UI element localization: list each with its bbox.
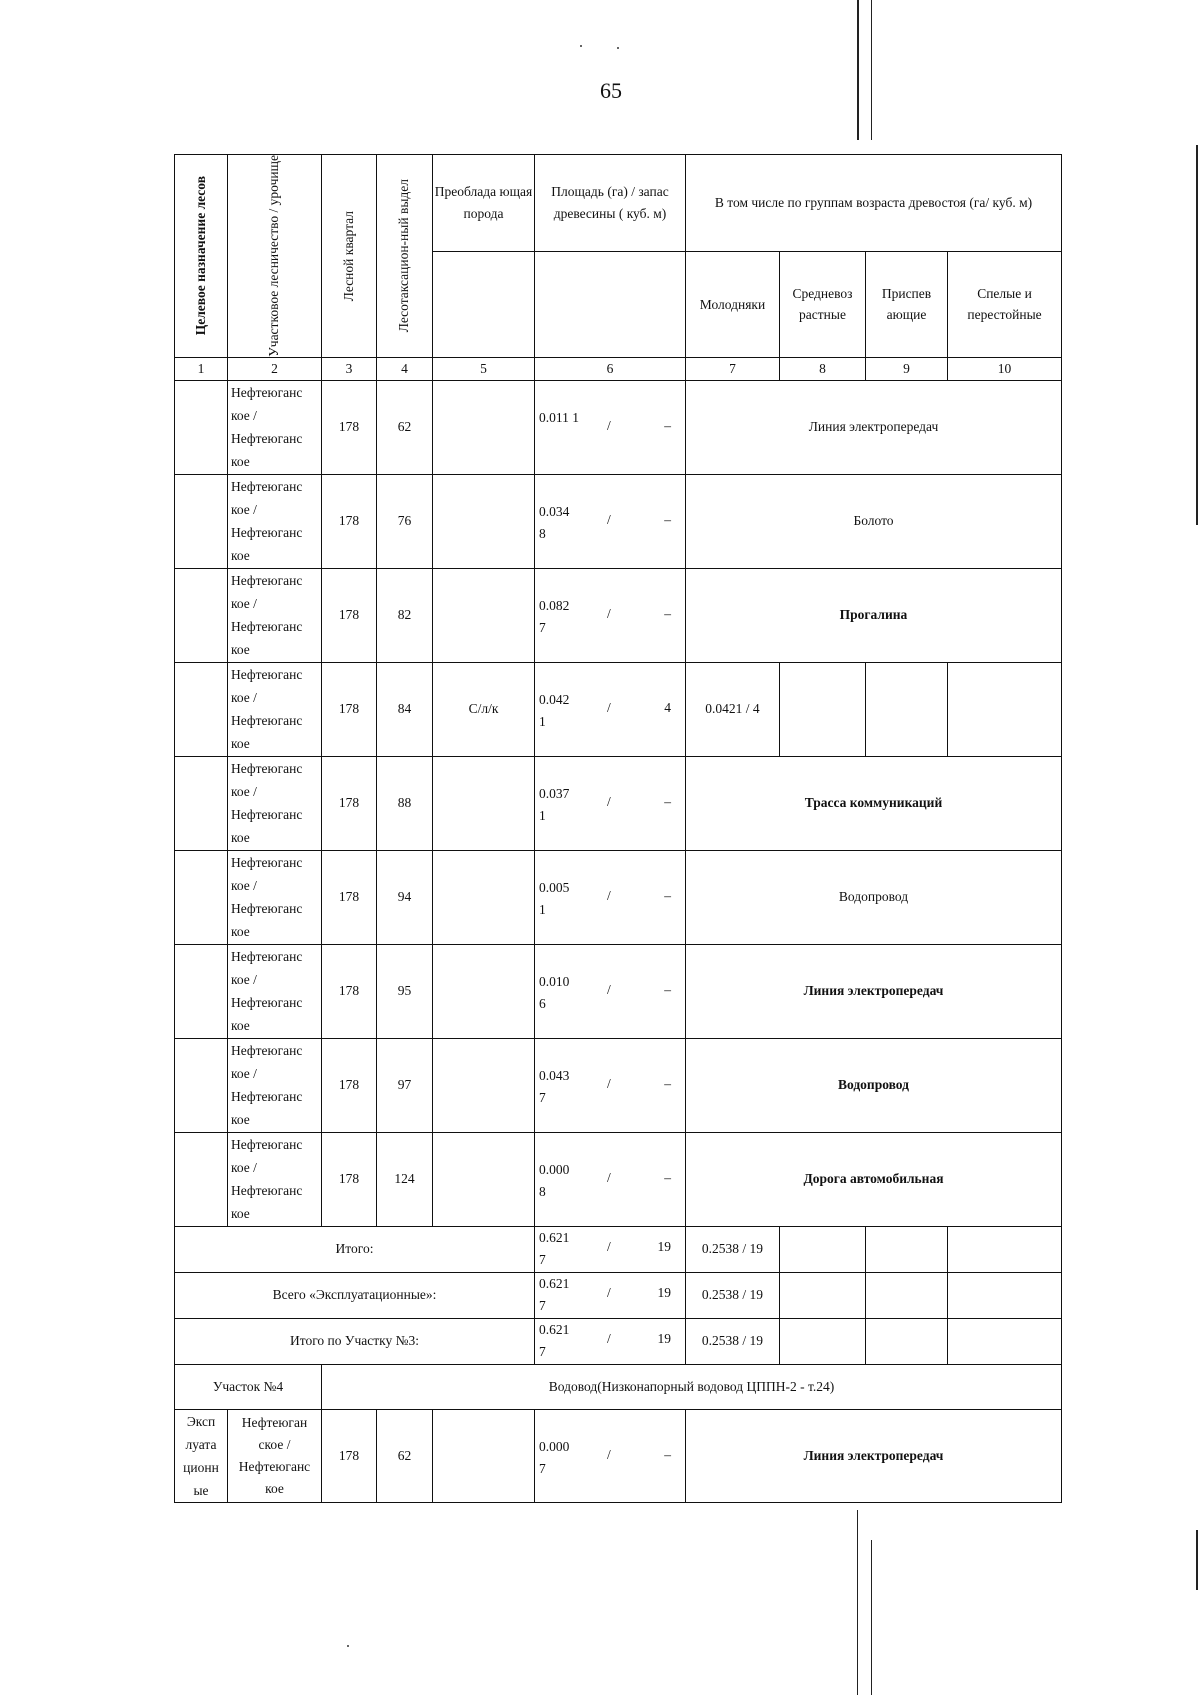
middle-cell — [780, 1318, 866, 1364]
premature-cell — [866, 1318, 948, 1364]
total-label: Итого: — [175, 1226, 535, 1272]
purpose-cell: Эксп луата ционн ые — [175, 1409, 228, 1502]
column-number: 9 — [866, 357, 948, 380]
table-row — [175, 474, 1062, 568]
total-row — [175, 1272, 1062, 1318]
header-vydel: Лесотаксацион-ный выдел — [377, 155, 433, 358]
area-cell: 0.082 7 / – — [535, 568, 686, 662]
table-row — [175, 568, 1062, 662]
species-cell — [433, 1132, 535, 1226]
mature-cell — [948, 1318, 1062, 1364]
vydel-cell: 62 — [377, 380, 433, 474]
column-number: 10 — [948, 357, 1062, 380]
total-label: Итого по Участку №3: — [175, 1318, 535, 1364]
purpose-cell — [175, 1038, 228, 1132]
species-cell — [433, 474, 535, 568]
young-cell: 0.2538 / 19 — [686, 1318, 780, 1364]
kvartal-cell: 178 — [322, 568, 377, 662]
forestry-cell: Нефтеюган ское / Нефтеюганс кое — [228, 1409, 322, 1502]
middle-cell — [780, 1272, 866, 1318]
table-row — [175, 1132, 1062, 1226]
purpose-cell — [175, 1132, 228, 1226]
column-number: 1 — [175, 357, 228, 380]
forestry-cell: Нефтеюганс кое / Нефтеюганс кое — [228, 756, 322, 850]
total-row — [175, 1318, 1062, 1364]
header-mature: Спелые и перестойные — [948, 252, 1062, 358]
table-row — [175, 850, 1062, 944]
area-cell: 0.005 1 / – — [535, 850, 686, 944]
vydel-cell: 124 — [377, 1132, 433, 1226]
area-cell: 0.621 7 / 19 — [535, 1318, 686, 1364]
young-cell: 0.2538 / 19 — [686, 1226, 780, 1272]
vydel-cell: 62 — [377, 1409, 433, 1502]
vydel-cell: 97 — [377, 1038, 433, 1132]
land-category-cell: Прогалина — [686, 568, 1062, 662]
young-cell: 0.2538 / 19 — [686, 1272, 780, 1318]
kvartal-cell: 178 — [322, 756, 377, 850]
purpose-cell — [175, 662, 228, 756]
area-cell: 0.010 6 / – — [535, 944, 686, 1038]
land-category-cell: Водопровод — [686, 1038, 1062, 1132]
header-forestry: Участковое лесничество / урочище — [228, 155, 322, 358]
table-row — [175, 662, 1062, 756]
scan-speck — [580, 45, 582, 47]
species-cell — [433, 850, 535, 944]
area-cell: 0.000 7 / – — [535, 1409, 686, 1502]
kvartal-cell: 178 — [322, 1132, 377, 1226]
header-kvartal: Лесной квартал — [322, 155, 377, 358]
scan-mark — [871, 0, 872, 140]
species-cell — [433, 756, 535, 850]
vydel-cell: 88 — [377, 756, 433, 850]
land-category-cell: Болото — [686, 474, 1062, 568]
header-species-blank — [433, 252, 535, 358]
column-number: 6 — [535, 357, 686, 380]
page-number: 65 — [600, 78, 622, 103]
middle-cell — [780, 662, 866, 756]
species-cell — [433, 568, 535, 662]
area-cell: 0.621 7 / 19 — [535, 1226, 686, 1272]
scan-mark — [857, 1510, 858, 1695]
vydel-cell: 94 — [377, 850, 433, 944]
forestry-cell: Нефтеюганс кое / Нефтеюганс кое — [228, 474, 322, 568]
kvartal-cell: 178 — [322, 662, 377, 756]
premature-cell — [866, 662, 948, 756]
vydel-cell: 95 — [377, 944, 433, 1038]
scan-mark — [1196, 145, 1198, 525]
table-row — [175, 1409, 1062, 1502]
area-cell: 0.034 8 / – — [535, 474, 686, 568]
header-area: Площадь (га) / запас древесины ( куб. м) — [535, 155, 686, 252]
header-young: Молодняки — [686, 252, 780, 358]
vydel-cell: 82 — [377, 568, 433, 662]
section-label: Участок №4 — [175, 1364, 322, 1409]
forestry-cell: Нефтеюганс кое / Нефтеюганс кое — [228, 1132, 322, 1226]
column-number: 5 — [433, 357, 535, 380]
header-middle: Средневоз растные — [780, 252, 866, 358]
column-number-row — [175, 357, 1062, 380]
scan-mark — [1196, 1530, 1198, 1590]
young-cell: 0.0421 / 4 — [686, 662, 780, 756]
purpose-cell — [175, 944, 228, 1038]
section-header-row — [175, 1364, 1062, 1409]
forestry-cell: Нефтеюганс кое / Нефтеюганс кое — [228, 662, 322, 756]
table-row — [175, 756, 1062, 850]
column-number: 2 — [228, 357, 322, 380]
middle-cell — [780, 1226, 866, 1272]
header-age-groups: В том числе по группам возраста древостоя (га/ куб. м) — [686, 155, 1062, 252]
area-cell: 0.621 7 / 19 — [535, 1272, 686, 1318]
vydel-cell: 84 — [377, 662, 433, 756]
purpose-cell — [175, 474, 228, 568]
forestry-cell: Нефтеюганс кое / Нефтеюганс кое — [228, 944, 322, 1038]
forest-inventory-table — [174, 154, 1062, 1503]
mature-cell — [948, 1272, 1062, 1318]
column-number: 8 — [780, 357, 866, 380]
purpose-cell — [175, 568, 228, 662]
kvartal-cell: 178 — [322, 474, 377, 568]
table-row — [175, 380, 1062, 474]
header-purpose: Целевое назначение лесов — [175, 155, 228, 358]
land-category-cell: Линия электропередач — [686, 380, 1062, 474]
scan-speck — [347, 1645, 349, 1647]
forestry-cell: Нефтеюганс кое / Нефтеюганс кое — [228, 380, 322, 474]
land-category-cell: Водопровод — [686, 850, 1062, 944]
kvartal-cell: 178 — [322, 1038, 377, 1132]
land-category-cell: Трасса коммуникаций — [686, 756, 1062, 850]
area-cell: 0.000 8 / – — [535, 1132, 686, 1226]
header-premature: Приспев ающие — [866, 252, 948, 358]
premature-cell — [866, 1272, 948, 1318]
species-cell: С/л/к — [433, 662, 535, 756]
column-number: 4 — [377, 357, 433, 380]
scan-mark — [857, 0, 859, 140]
section-title: Водовод(Низконапорный водовод ЦППН-2 - т.24) — [322, 1364, 1062, 1409]
purpose-cell — [175, 756, 228, 850]
vydel-cell: 76 — [377, 474, 433, 568]
land-category-cell: Линия электропередач — [686, 944, 1062, 1038]
area-cell: 0.042 1 / 4 — [535, 662, 686, 756]
column-number: 7 — [686, 357, 780, 380]
total-row — [175, 1226, 1062, 1272]
total-label: Всего «Эксплуатационные»: — [175, 1272, 535, 1318]
scan-speck — [617, 47, 619, 49]
kvartal-cell: 178 — [322, 850, 377, 944]
area-cell: 0.043 7 / – — [535, 1038, 686, 1132]
purpose-cell — [175, 380, 228, 474]
area-cell: 0.037 1 / – — [535, 756, 686, 850]
land-category-cell: Линия электропередач — [686, 1409, 1062, 1502]
forestry-cell: Нефтеюганс кое / Нефтеюганс кое — [228, 850, 322, 944]
forestry-cell: Нефтеюганс кое / Нефтеюганс кое — [228, 1038, 322, 1132]
purpose-cell — [175, 850, 228, 944]
kvartal-cell: 178 — [322, 1409, 377, 1502]
species-cell — [433, 1409, 535, 1502]
premature-cell — [866, 1226, 948, 1272]
header-area-blank — [535, 252, 686, 358]
species-cell — [433, 944, 535, 1038]
species-cell — [433, 380, 535, 474]
column-number: 3 — [322, 357, 377, 380]
scan-mark — [871, 1540, 872, 1695]
land-category-cell: Дорога автомобильная — [686, 1132, 1062, 1226]
area-cell: 0.011 1 / – — [535, 380, 686, 474]
table-row — [175, 1038, 1062, 1132]
kvartal-cell: 178 — [322, 944, 377, 1038]
mature-cell — [948, 1226, 1062, 1272]
header-species: Преоблада ющая порода — [433, 155, 535, 252]
species-cell — [433, 1038, 535, 1132]
mature-cell — [948, 662, 1062, 756]
table-row — [175, 944, 1062, 1038]
kvartal-cell: 178 — [322, 380, 377, 474]
forestry-cell: Нефтеюганс кое / Нефтеюганс кое — [228, 568, 322, 662]
